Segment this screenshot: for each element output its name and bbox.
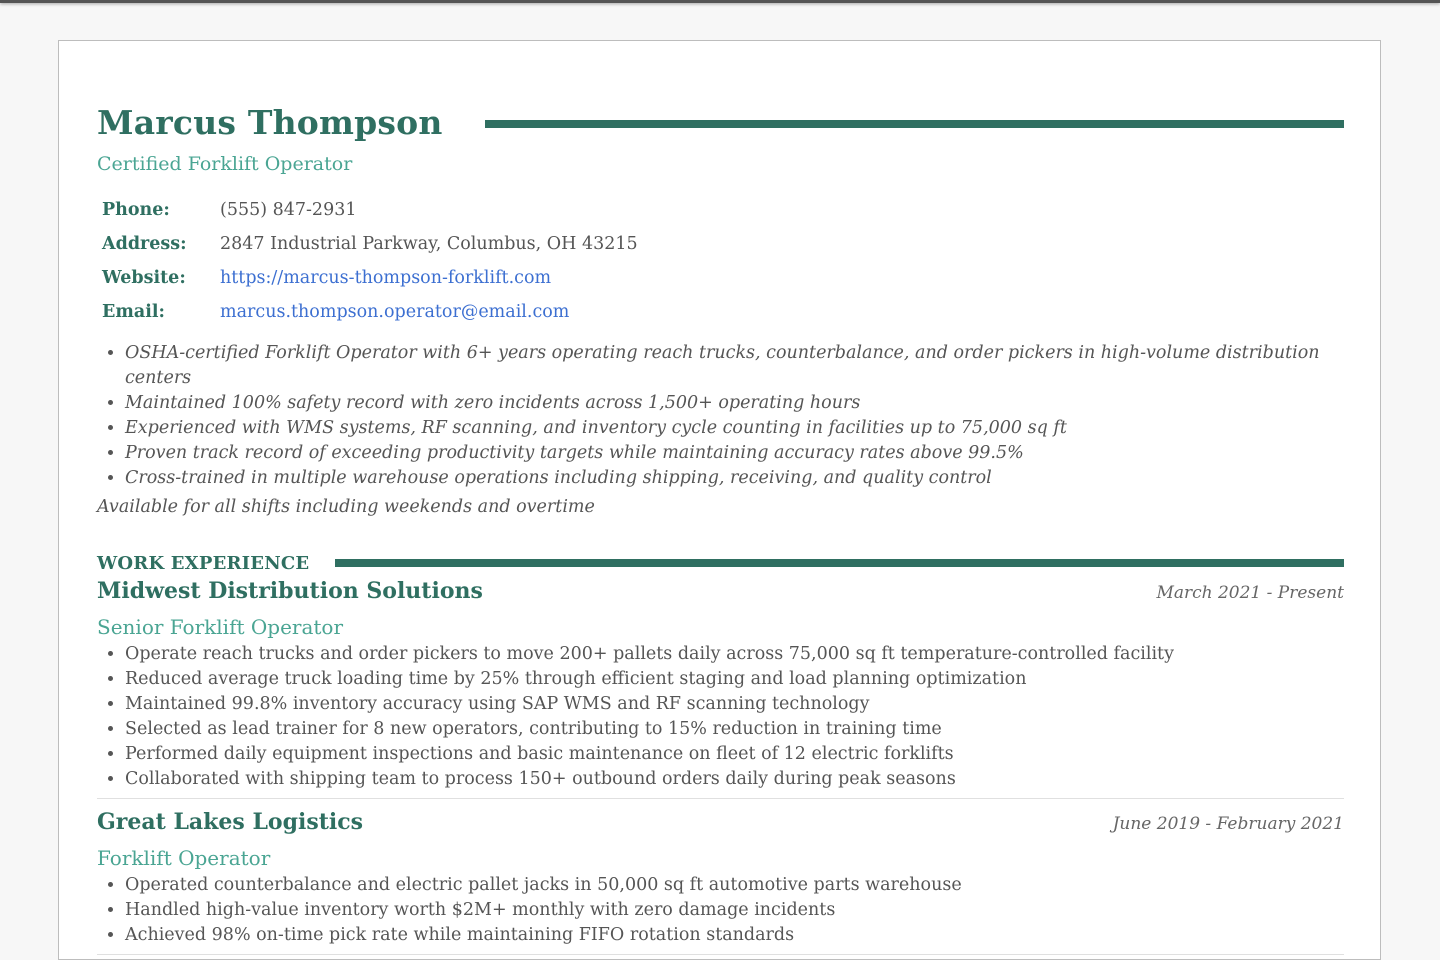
job-bullet: • Maintained 99.8% inventory accuracy using SAP WMS and RF scanning technology	[125, 692, 1344, 717]
company-name: Great Lakes Logistics	[97, 809, 364, 835]
job-dates: March 2021 - Present	[1156, 583, 1344, 603]
company-name: Midwest Distribution Solutions	[97, 578, 483, 604]
availability-note: Available for all shifts including weekends and overtime	[97, 497, 595, 517]
job-header	[97, 578, 1344, 610]
candidate-title: Certified Forklift Operator	[97, 153, 353, 175]
summary-item: • Cross-trained in multiple warehouse operations including shipping, receiving, and quality control	[125, 466, 1344, 491]
job-dates: June 2019 - February 2021	[1112, 814, 1344, 834]
contact-email	[102, 295, 1344, 329]
job-bullet: • Handled high-value inventory worth $2M+ monthly with zero damage incidents	[125, 898, 1344, 923]
contact-website	[102, 261, 1344, 295]
candidate-name: Marcus Thompson	[97, 102, 443, 142]
website-link[interactable]: https://marcus-thompson-forklift.com	[220, 268, 552, 288]
contact-label: Website:	[102, 268, 186, 288]
email-link[interactable]: marcus.thompson.operator@email.com	[220, 302, 570, 322]
contact-phone	[102, 193, 1344, 227]
resume-content	[97, 99, 1344, 955]
work-experience-heading	[97, 548, 1344, 578]
contact-address	[102, 227, 1344, 261]
job-role: Forklift Operator	[97, 846, 271, 870]
section-rule	[335, 559, 1344, 567]
job-bullet: • Operate reach trucks and order pickers to move 200+ pallets daily across 75,000 sq ft temperature-controlled facility	[125, 642, 1344, 667]
contact-info	[102, 193, 1344, 329]
job-bullets	[97, 642, 1344, 792]
summary-item: • Experienced with WMS systems, RF scanning, and inventory cycle counting in facilities up to 75,000 sq ft	[125, 416, 1344, 441]
contact-label: Phone:	[102, 200, 170, 220]
header-rule	[485, 120, 1344, 128]
address-value: 2847 Industrial Parkway, Columbus, OH 43215	[220, 234, 638, 254]
job-bullets	[97, 873, 1344, 948]
resume-page	[58, 40, 1381, 960]
summary-list	[97, 341, 1344, 491]
summary-item: • OSHA-certified Forklift Operator with 6+ years operating reach trucks, counterbalance, and order pickers in high-volume distribution centers	[125, 341, 1344, 391]
job-bullet: • Performed daily equipment inspections and basic maintenance on fleet of 12 electric forklifts	[125, 742, 1344, 767]
job-bullet: • Achieved 98% on-time pick rate while maintaining FIFO rotation standards	[125, 923, 1344, 948]
job-entry	[97, 809, 1344, 955]
phone-value: (555) 847-2931	[220, 200, 357, 220]
job-role: Senior Forklift Operator	[97, 615, 344, 639]
header	[97, 99, 1344, 145]
job-bullet: • Reduced average truck loading time by 25% through efficient staging and load planning optimization	[125, 667, 1344, 692]
job-bullet: • Collaborated with shipping team to process 150+ outbound orders daily during peak seasons	[125, 767, 1344, 792]
section-title: WORK EXPERIENCE	[97, 552, 310, 574]
contact-label: Address:	[102, 234, 187, 254]
job-bullet: • Operated counterbalance and electric pallet jacks in 50,000 sq ft automotive parts warehouse	[125, 873, 1344, 898]
job-header	[97, 809, 1344, 841]
contact-label: Email:	[102, 302, 165, 322]
window-top-edge	[0, 0, 1440, 3]
summary-item: • Maintained 100% safety record with zero incidents across 1,500+ operating hours	[125, 391, 1344, 416]
job-bullet: • Selected as lead trainer for 8 new operators, contributing to 15% reduction in training time	[125, 717, 1344, 742]
job-entry	[97, 578, 1344, 799]
summary-item: • Proven track record of exceeding productivity targets while maintaining accuracy rates above 99.5%	[125, 441, 1344, 466]
